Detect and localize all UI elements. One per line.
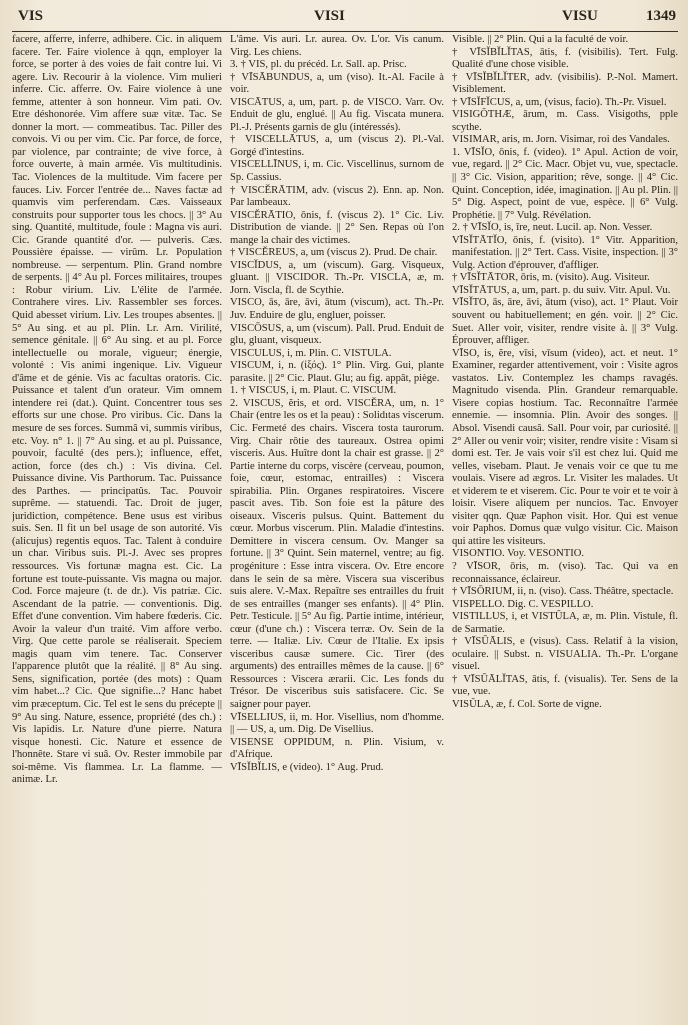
dictionary-entry: facere, afferre, inferre, adhibere. Cic. in aliquem facere. Ter. Faire violence à qqn, employer la force, se porter à des voies de fait contre lui. Vi agere. Liv. Recourir à la violence. Vim mulieri inferre. Cic. afferre. Ov. Faire violence à une femme, attenter à son honneur. Vim pati. Ov. Etre déshonorée. Vim affere suæ vitæ. Tac. Se donner la mort. — commeatibus. Tac. Piller des convois. Vi ou per vim. Cic. Par force, de force, par violence, par contrainte; de vive force, à force ouverte, à main armée. Vis multitudinis. Tac. Violences de la multitude. Vim facere per fauces. Liv. Forcer l'entrée de... Naves factæ ad quamvis vim perferendam. Cæs. Vaisseaux construits pour supporter tous les chocs. || 3° Au sing. Quantité, multitude, foule : Magna vis auri. Cic. Grande quantité d'or. — pulveris. Cæs. Poussière épaisse. — virûm. Lr. Population nombreuse. — serpentum. Plin. Grand nombre de serpents. || 4° Au pl. Forces militaires, troupes : Robur virium. Liv. L'élite de l'armée. Contrahere vires. Liv. Rassembler ses forces. Quid abesset virium. Liv. Les troupes absentes. || 5° Au sing. et au pl. Plin. Lr. Arn. Virilité, semence génitale. || 6° Au sing. et au pl. Force intellectuelle ou morale, vigueur; énergie, volonté : Vis animi ingenique. Liv. Vigueur d'âme et de génie. Vis ac facultas oratoris. Cic. Puissance et talent d'un orateur. Vim omnem intendere rei (dat.). Quint. Concentrer tous ses efforts sur une chose. Pro viribus. Cic. Dans la mesure de ses forces. Summâ vi, summis viribus, etc. Voy. n° 1. || 7° Au sing. et au pl. Puissance, pouvoir, faculté (des pers.); influence, effet, action, force (des ch.) : Vis divina. Cel. Puissance divine. Vis Parthorum. Tac. Puissance des Parthes. — principatûs. Tac. Pouvoir suprême. — statuendi. Tac. Droit de juger, juridiction, compétence. Bene usus est viribus suis. Sen. Il fit un bel usage de son autorité. Vis (alicujus) regentis equos. Tac. Talent à conduire un char. Viribus suis. Pl.-J. Avec ses propres ressources. Vis fortunæ magna est. Cic. La fortune est toute-puissante. Vis magna ou major. Cod. Force majeure (t. de dr.). Vis patriæ. Cic. Ascendant de la patrie. — conventionis. Dig. Effet d'une convention. Vim habere fœderis. Cic. Avoir la valeur d'un traité. Vim affore verbo. Virg. Que cette parole se réaliserait. Speciem magis quam vim tenere. Tac. Conserver l'apparence plutôt que la réalité. || 8° Au sing. Sens, signification, portée (des mots) : Quam vim habet...? Cic. Que signifie...? Hanc habet vim præceptum. Cic. Tel est le sens du précepte || 9° Au sing. Nature, essence, propriété (des ch.) : Vis lapidis. Lr. Nature d'une pierre. Natura visque honesti. Cic. Nature et essence de l'honnête. Stare vi suâ. Ov. Rester immobile par soi-même. Vis flammea. Lr. La flamme. — animæ. Lr. [12, 34, 222, 786]
dictionary-entry: VĪSĬTO, ās, āre, āvi, ātum (viso), act. 1° Plaut. Voir souvent ou habituellement; en gén. voir. || 2° Cic. Suet. Aller voir, visiter, rendre visite à. || 3° Vulg. Éprouver, affliger. [452, 297, 678, 347]
dictionary-entry: VISCO, ās, āre, āvi, ātum (viscum), act. Th.-Pr. Juv. Enduire de glu, engluer, poisser. [230, 297, 444, 322]
dictionary-entry: VISIGŎTHÆ, ārum, m. Cass. Visigoths, pple scythe. [452, 109, 678, 133]
dictionary-entry: † VĪSĬBĬLĬTAS, ātis, f. (visibilis). Tert. Fulg. Qualité d'une chose visible. [452, 46, 678, 71]
dictionary-entry: VISIMAR, aris, m. Jorn. Visimar, roi des Vandales. [452, 134, 670, 146]
dictionary-entry: VISŬLA, æ, f. Col. Sorte de vigne. [452, 698, 602, 710]
dictionary-entry: VISENSE OPPIDUM, n. Plin. Visium, v. d'Afrique. [230, 736, 444, 761]
dictionary-entry: ? VĪSOR, ōris, m. (viso). Tac. Qui va en reconnaissance, éclaireur. [452, 560, 678, 585]
dictionary-entry: † VĪSŪĀLIS, e (visus). Cass. Relatif à la vision, oculaire. || Subst. n. VISUALIA. Th.-Pr. L'organe visuel. [452, 636, 678, 673]
column-3 [452, 34, 678, 1019]
header-center-guide-word: VISI [314, 8, 345, 24]
dictionary-entry: † VISCĔREUS, a, um (viscus 2). Prud. De chair. [230, 247, 438, 259]
header-right-guide-word: VISU [562, 8, 598, 24]
dictionary-entry: † VISCELLĀTUS, a, um (viscus 2). Pl.-Val. Gorgé d'intestins. [230, 134, 444, 158]
dictionary-entry: L'âme. Vis auri. Lr. aurea. Ov. L'or. Vis canum. Virg. Les chiens. [230, 34, 444, 58]
dictionary-entry: † VĪSĬFĬCUS, a, um, (visus, facio). Th.-Pr. Visuel. [452, 96, 667, 108]
page-number: 1349 [646, 8, 676, 24]
dictionary-entry: VISTILLUS, i, et VISTŬLA, æ, m. Plin. Vistule, fl. de Sarmatie. [452, 611, 678, 635]
dictionary-entry: 1. † VISCUS, i, m. Plaut. C. VISCUM. [230, 385, 397, 397]
dictionary-entry: VISCUM, i, n. (ἰξός). 1° Plin. Virg. Gui, plante parasite. || 2° Cic. Plaut. Glu; au fig. appât, piège. [230, 360, 444, 384]
dictionary-entry: 3. † VIS, pl. du précéd. Lr. Sall. ap. Prisc. [230, 59, 407, 71]
dictionary-entry: VISCĀTUS, a, um, part. p. de VISCO. Varr. Ov. Enduit de glu, englué. || Au fig. Viscata munera. Pl.-J. Présents garnis de glu (intéressés). [230, 96, 444, 133]
header-rule [12, 31, 678, 32]
dictionary-entry: VISCULUS, i, m. Plin. C. VISTULA. [230, 347, 392, 359]
dictionary-entry: VĪSO, is, ĕre, vīsi, vīsum (video), act. et neut. 1° Examiner, regarder attentivement, voir : Visite agros vastatos. Liv. Contemplez les champs ravagés. Magnitudo visenda. Plin. Grandeur remarquable. Visere copias hostium. Tac. Reconnaître l'armée ennemie. — insomnia. Plin. Avoir des songes. || Absol. Visendi causâ. Sall. Pour voir, par curiosité. || 2° Aller ou venir voir; visiter, rendre visite : Visam si domi est. Ter. Je vais voir s'il est chez lui. Quid me velles, visebam. Plaut. Je venais voir ce que tu me voulais. Visere ad ægros. Lr. Visiter les malades. Ut et viderem te et viserem. Cic. Pour te voir et te voir à loisir. Visere aliquem per nuncios. Tac. Envoyer visiter qqn. Quæ Paphon visit. Hor. Qui est venue voir Paphos. Domus quæ vulgo visitur. Cic. Maison qui attire les visiteurs. [452, 347, 678, 547]
dictionary-entry: VĪSĬTĀTĬO, ōnis, f. (visito). 1° Vitr. Apparition, manifestation. || 2° Tert. Cass. Visite, inspection. || 3° Vulg. Action d'éprouver, d'affliger. [452, 234, 678, 271]
dictionary-entry: † VĪSĬBĬLĬTER, adv. (visibilis). P.-Nol. Mamert. Visiblement. [452, 71, 678, 96]
dictionary-entry: VISPELLO. Dig. C. VESPILLO. [452, 598, 594, 610]
page-header [14, 8, 678, 30]
dictionary-entry: VĪSELLIUS, ii, m. Hor. Visellius, nom d'homme. || — US, a, um. Dig. De Visellius. [230, 711, 444, 736]
dictionary-entry: VISCŌSUS, a, um (viscum). Pall. Prud. Enduit de glu, gluant, visqueux. [230, 322, 444, 347]
dictionary-entry: † VĪSŌRIUM, ii, n. (viso). Cass. Théâtre, spectacle. [452, 586, 674, 598]
dictionary-entry: VISCĬDUS, a, um (viscum). Garg. Visqueux, gluant. || VISCIDOR. Th.-Pr. VISCLA, æ, m. Jorn. Viscla, fl. de Scythie. [230, 259, 444, 296]
dictionary-entry: VISCELLĪNUS, i, m. Cic. Viscellinus, surnom de Sp. Cassius. [230, 159, 444, 184]
header-left-guide-word: VIS [18, 8, 44, 24]
dictionary-entry: 1. VĪSĬO, ōnis, f. (video). 1° Apul. Action de voir, vue, regard. || 2° Cic. Macr. Objet vu, vue, spectacle. || 3° Cic. Vision, apparition; rêve, songe. || 4° Cic. Quint. Conception, idée, imagination. || Au pl. Plin. || 5° Dig. Aspect, point de vue, espèce. || 6° Vulg. Prophétie. || 7° Vulg. Révélation. [452, 146, 678, 221]
dictionary-entry: 2. VISCUS, ĕris, et ord. VISCĔRA, um, n. 1° Chair (entre les os et la peau) : Solidıtas viscerum. Cic. Fermeté des chairs. Viscera tosta taurorum. Virg. Chair rôtie des taureaux. Ostrea opimi visceris. Aus. Huître dont la chair est grasse. || 2° Partie interne du corps, viscère (cerveau, poumon, foie, cœur, estomac, entrailles) : Viscera spirabilia. Plin. Organes respiratoires. Viscere pascit aves. Tib. Son foie est la pâture des oiseaux. Visceris pulsus. Quint. Battement du cœur. Morbus viscerum. Plin. Maladie d'intestins. Demittere in viscera censum. Ov. Manger sa fortune. || 3° Quint. Sein maternel, ventre; au fig. progéniture : Esse intra viscera. Ov. Etre encore dans le sein de sa mère. Viscera sua visceribus suis alere. V.-Max. Repaître ses entrailles du fruit de ses entrailles (manger ses enfants). || 4° Plin. Petr. Testicule. || 5° Au fig. Partie intime, intérieur, cœur (d'une ch.) : Viscera terræ. Ov. Sein de la terre. — Italiæ. Liv. Cœur de l'Italie. Ex ipsis visceribus causæ sumere. Cic. Tirer (des arguments) des entrailles mêmes de la cause. || 6° Ressources : Viscera ærarii. Cic. Les fonds du Trésor. De visceribus suis satisfacere. Cic. Se saigner pour payer. [230, 397, 444, 710]
dictionary-entry: † VĪSĬTĀTOR, ōris, m. (visito). Aug. Visiteur. [452, 272, 650, 284]
dictionary-entry: † VISCĔRĀTIM, adv. (viscus 2). Enn. ap. Non. Par lambeaux. [230, 184, 444, 209]
dictionary-entry: † VĪSĀBUNDUS, a, um (viso). It.-Al. Facile à voir. [230, 71, 444, 96]
dictionary-entry: 2. † VĪSĬO, is, īre, neut. Lucil. ap. Non. Vesser. [452, 222, 653, 234]
dictionary-entry: VISCĔRĀTIO, ōnis, f. (viscus 2). 1° Cic. Liv. Distribution de viande. || 2° Sen. Repas où l'on mange la chair des victimes. [230, 209, 444, 246]
dictionary-entry: Visible. || 2° Plin. Qui a la faculté de voir. [452, 34, 629, 45]
dictionary-entry: VĪSĬBĬLIS, e (video). 1° Aug. Prud. [230, 761, 384, 773]
dictionary-entry: VĪSĬTĀTUS, a, um, part. p. du suiv. Vitr. Apul. Vu. [452, 284, 671, 296]
dictionary-entry: VISONTIO. Voy. VESONTIO. [452, 548, 585, 560]
column-1 [12, 34, 222, 1019]
dictionary-entry: † VĪSŪĀLĬTAS, ātis, f. (visualis). Ter. Sens de la vue, vue. [452, 673, 678, 698]
column-2 [230, 34, 444, 1019]
